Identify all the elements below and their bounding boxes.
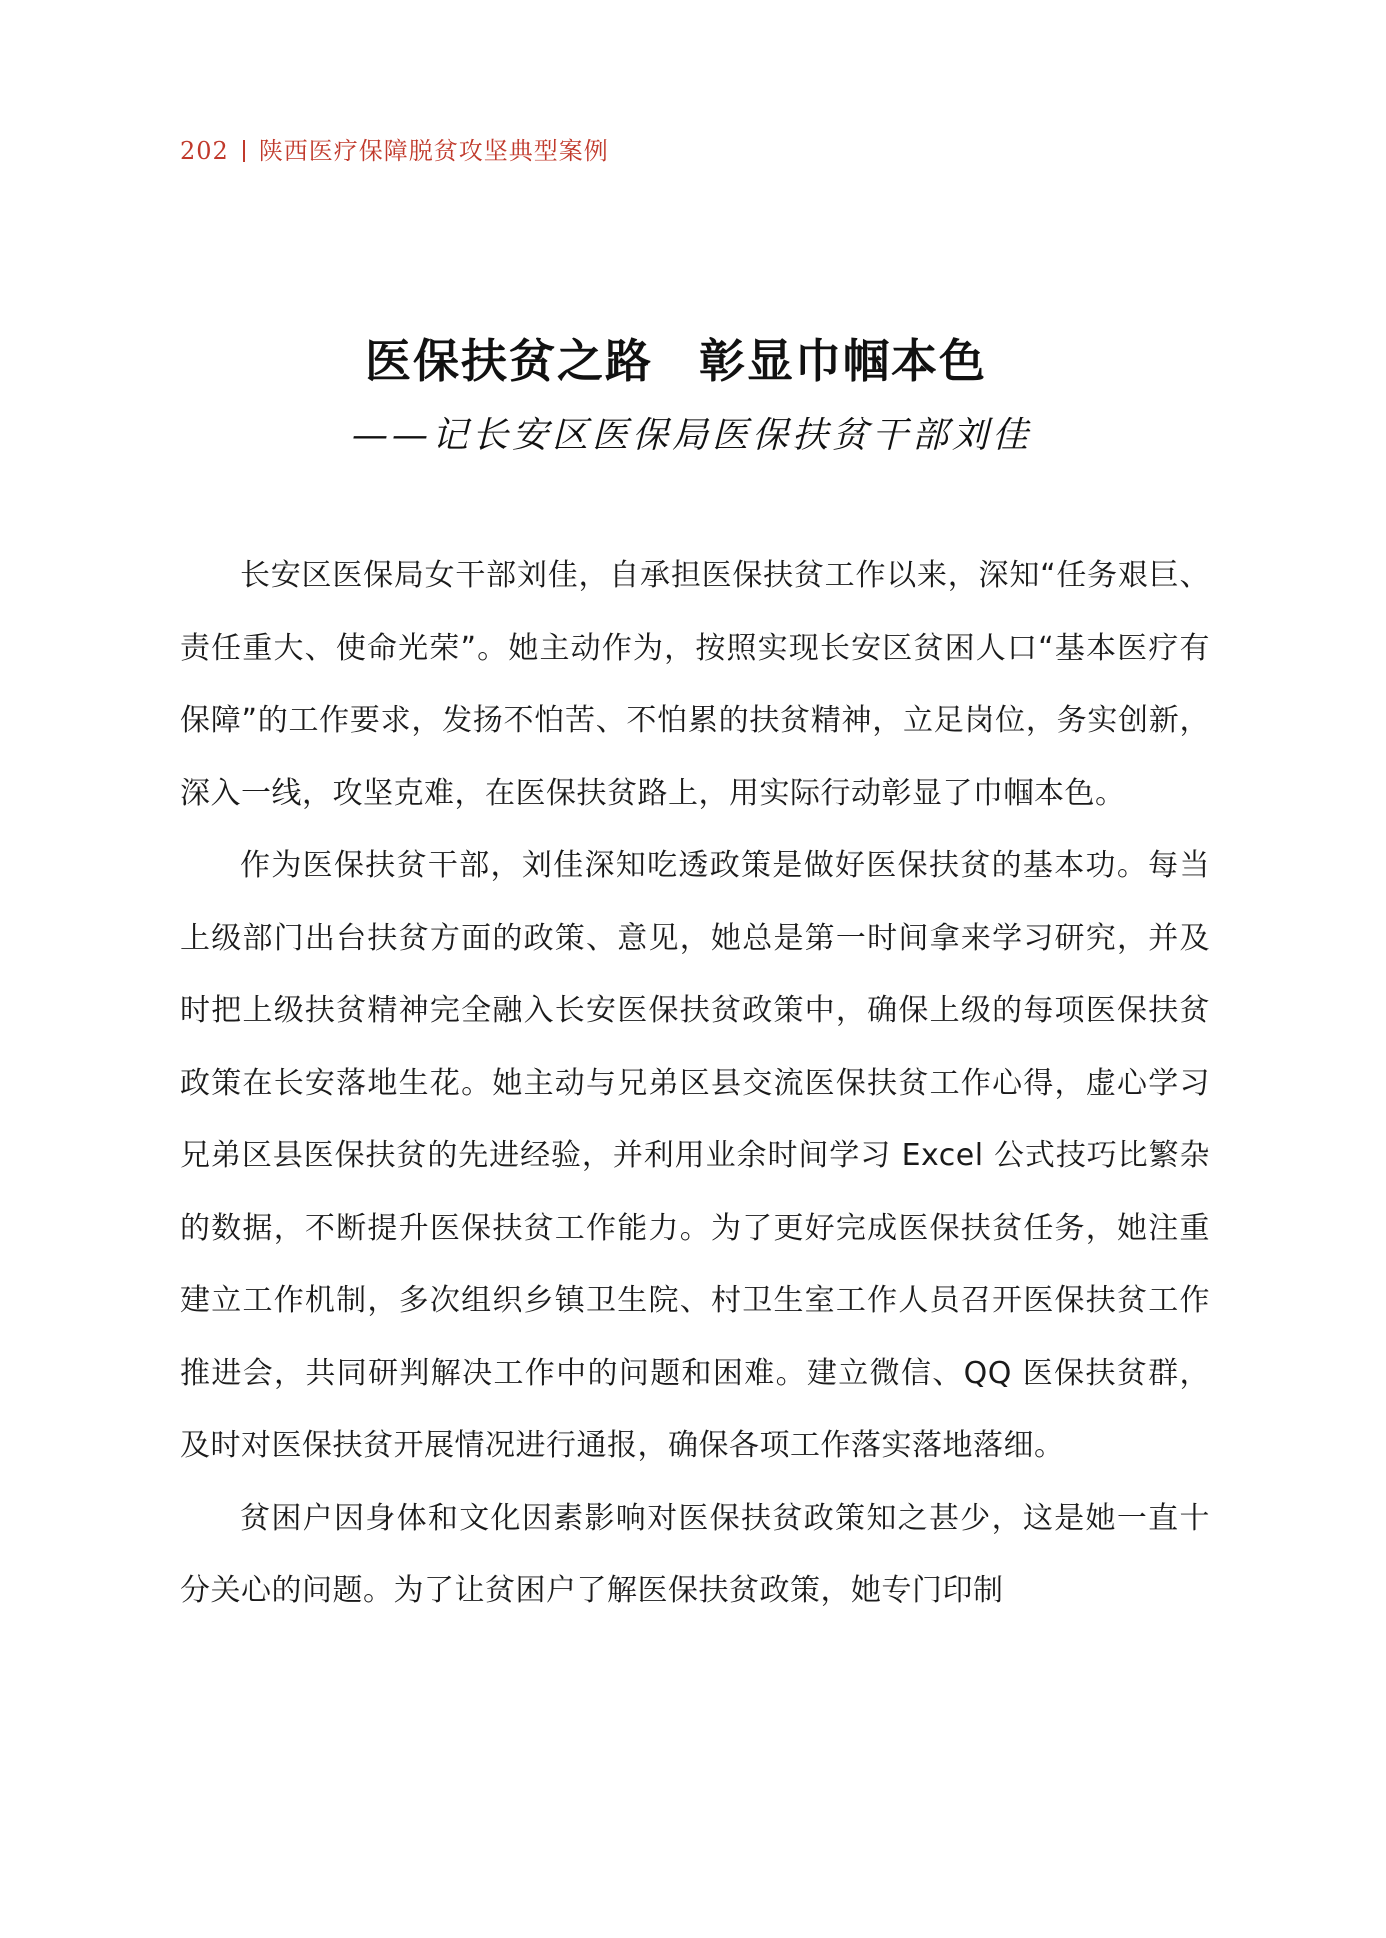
article-subtitle: ——记长安区医保局医保扶贫干部刘佳 (352, 415, 1033, 456)
paragraph-1: 长安区医保局女干部刘佳，自承担医保扶贫工作以来，深知“任务艰巨、责任重大、使命光荣”。她主动作为，按照实现长安区贫困人口“基本医疗有保障”的工作要求，发扬不怕苦、不怕累的扶贫精神，立足岗位，务实创新，深入一线，攻坚克难，在医保扶贫路上，用实际行动彰显了巾帼本色。 (180, 558, 1210, 811)
paragraph-3: 贫困户因身体和文化因素影响对医保扶贫政策知之甚少，这是她一直十分关心的问题。为了让贫困户了解医保扶贫政策，她专门印制 (180, 1500, 1210, 1608)
article-body (180, 540, 1210, 1628)
article-title (365, 325, 987, 391)
article-title-part2: 彰显巾帼本色 (699, 334, 987, 388)
paragraph-2: 作为医保扶贫干部，刘佳深知吃透政策是做好医保扶贫的基本功。每当上级部门出台扶贫方面的政策、意见，她总是第一时间拿来学习研究，并及时把上级扶贫精神完全融入长安医保扶贫政策中，确保上级的每项医保扶贫政策在长安落地生花。她主动与兄弟区县交流医保扶贫工作心得，虚心学习兄弟区县医保扶贫的先进经验，并利用业余时间学习 Excel 公式技巧比繁杂的数据，不断提升医保扶贫工作能力。为了更好完成医保扶贫任务，她注重建立工作机制，多次组织乡镇卫生院、村卫生室工作人员召开医保扶贫工作推进会，共同研判解决工作中的问题和困难。建立微信、QQ 医保扶贫群，及时对医保扶贫开展情况进行通报，确保各项工作落实落地落细。 (180, 848, 1210, 1463)
book-title: 陕西医疗保障脱贫攻坚典型案例 (258, 137, 609, 165)
article-title-part1: 医保扶贫之路 (365, 334, 653, 388)
page-number: 202 (180, 137, 229, 165)
running-header (180, 131, 609, 166)
header-divider (243, 140, 245, 162)
